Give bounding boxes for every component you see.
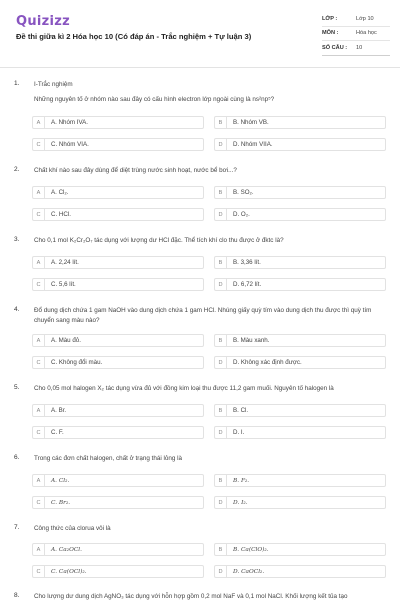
meta-row-subject bbox=[322, 27, 390, 42]
meta-label: SỐ CÂU : bbox=[322, 44, 348, 51]
option-a[interactable] bbox=[32, 474, 204, 487]
option-letter: A bbox=[33, 404, 45, 417]
question-number: 3. bbox=[14, 236, 20, 243]
meta-value: 10 bbox=[356, 44, 363, 51]
question-text: Cho 0,1 mol K₂Cr₂O₇ tác dụng với lượng dư HCl đặc. Thể tích khí clo thu được ở đktc là? bbox=[34, 237, 284, 244]
option-letter: B bbox=[215, 116, 227, 129]
option-d[interactable] bbox=[214, 356, 386, 369]
option-letter: C bbox=[33, 565, 45, 578]
option-a[interactable] bbox=[32, 404, 204, 417]
option-text: C. F. bbox=[51, 429, 64, 436]
question-number: 8. bbox=[14, 592, 20, 599]
option-text: D. I₂. bbox=[233, 499, 248, 506]
option-text: A. Nhóm IVA. bbox=[51, 119, 89, 126]
option-text: D. O₂. bbox=[233, 211, 250, 218]
option-b[interactable] bbox=[214, 404, 386, 417]
option-letter: D bbox=[215, 138, 227, 151]
option-letter: C bbox=[33, 496, 45, 509]
option-text: B. SO₂. bbox=[233, 189, 254, 196]
option-letter: C bbox=[33, 356, 45, 369]
option-text: B. Màu xanh. bbox=[233, 337, 270, 344]
question-number: 2. bbox=[14, 166, 20, 173]
option-letter: D bbox=[215, 496, 227, 509]
option-text: C. Nhóm VIA. bbox=[51, 141, 89, 148]
option-text: D. I. bbox=[233, 429, 245, 436]
option-text: A. Ca₂OCl. bbox=[51, 546, 82, 553]
question-text: Cho lượng dư dung dịch AgNO₃ tác dụng với hỗn hợp gồm 0,2 mol NaF và 0,1 mol NaCl. Khối lượng kết tủa tạo bbox=[34, 593, 348, 600]
question-text: Chất khí nào sau đây dùng để diệt trùng nước sinh hoạt, nước bể bơi...? bbox=[34, 167, 237, 174]
option-letter: A bbox=[33, 256, 45, 269]
option-letter: A bbox=[33, 474, 45, 487]
option-letter: A bbox=[33, 543, 45, 556]
option-b[interactable] bbox=[214, 543, 386, 556]
option-a[interactable] bbox=[32, 256, 204, 269]
question-text: Cho 0,05 mol halogen X₂ tác dụng vừa đủ với đồng kim loại thu được 11,2 gam muối. Nguyên tố halogen là bbox=[34, 385, 334, 392]
option-text: C. Ca(OCl)₂. bbox=[51, 568, 87, 575]
option-a[interactable] bbox=[32, 116, 204, 129]
worksheet-header bbox=[0, 0, 400, 68]
option-letter: B bbox=[215, 186, 227, 199]
option-letter: B bbox=[215, 404, 227, 417]
option-letter: D bbox=[215, 356, 227, 369]
option-text: A. Màu đỏ. bbox=[51, 337, 81, 344]
option-c[interactable] bbox=[32, 208, 204, 221]
question-text: Trong các đơn chất halogen, chất ở trạng thái lỏng là bbox=[34, 455, 183, 462]
option-letter: D bbox=[215, 426, 227, 439]
option-letter: C bbox=[33, 426, 45, 439]
option-c[interactable] bbox=[32, 496, 204, 509]
option-text: C. 5,6 lít. bbox=[51, 281, 76, 288]
meta-row-count bbox=[322, 41, 390, 56]
option-letter: D bbox=[215, 278, 227, 291]
option-b[interactable] bbox=[214, 116, 386, 129]
option-letter: A bbox=[33, 186, 45, 199]
option-text: D. Nhóm VIIA. bbox=[233, 141, 273, 148]
option-d[interactable] bbox=[214, 208, 386, 221]
option-a[interactable] bbox=[32, 186, 204, 199]
option-c[interactable] bbox=[32, 278, 204, 291]
option-text: A. Cl₂. bbox=[51, 477, 70, 484]
question-number: 6. bbox=[14, 454, 20, 461]
meta-row-class bbox=[322, 12, 390, 27]
option-a[interactable] bbox=[32, 334, 204, 347]
option-letter: C bbox=[33, 138, 45, 151]
question-text: I-Trắc nghiệm bbox=[34, 81, 73, 88]
option-letter: D bbox=[215, 208, 227, 221]
option-text: D. 6,72 lít. bbox=[233, 281, 262, 288]
option-c[interactable] bbox=[32, 426, 204, 439]
option-d[interactable] bbox=[214, 565, 386, 578]
option-text: C. Không đổi màu. bbox=[51, 359, 103, 366]
option-letter: C bbox=[33, 278, 45, 291]
quizizz-logo: Quizizz bbox=[16, 14, 71, 29]
meta-value: Hóa học bbox=[356, 30, 377, 37]
option-text: A. Cl₂. bbox=[51, 189, 69, 196]
option-c[interactable] bbox=[32, 565, 204, 578]
option-text: D. Không xác định được. bbox=[233, 359, 302, 366]
option-text: C. HCl. bbox=[51, 211, 71, 218]
option-text: A. 2,24 lít. bbox=[51, 259, 79, 266]
option-c[interactable] bbox=[32, 356, 204, 369]
question-number: 5. bbox=[14, 384, 20, 391]
option-a[interactable] bbox=[32, 543, 204, 556]
worksheet-title: Đề thi giữa kì 2 Hóa học 10 (Có đáp án - Trắc nghiệm + Tự luận 3) bbox=[16, 32, 252, 41]
option-letter: C bbox=[33, 208, 45, 221]
option-letter: B bbox=[215, 334, 227, 347]
option-text: A. Br. bbox=[51, 407, 67, 414]
header-divider bbox=[0, 67, 400, 68]
option-text: C. Br₂. bbox=[51, 499, 71, 506]
option-d[interactable] bbox=[214, 138, 386, 151]
option-text: D. CaOCl₂. bbox=[233, 568, 265, 575]
question-text: Đổ dung dịch chứa 1 gam NaOH vào dung dịch chứa 1 gam HCl. Nhúng giấy quỳ tím vào dung dịch thu được thì quỳ tím chuyển sang màu nào? bbox=[34, 307, 372, 324]
option-b[interactable] bbox=[214, 256, 386, 269]
option-letter: A bbox=[33, 116, 45, 129]
option-d[interactable] bbox=[214, 496, 386, 509]
meta-label: MÔN : bbox=[322, 30, 339, 37]
option-d[interactable] bbox=[214, 426, 386, 439]
question-text: Công thức của clorua vôi là bbox=[34, 525, 111, 532]
option-b[interactable] bbox=[214, 186, 386, 199]
question-subtext: Những nguyên tố ở nhóm nào sau đây có cấu hình electron lớp ngoài cùng là ns²np⁵? bbox=[34, 96, 275, 103]
meta-label: LỚP : bbox=[322, 15, 338, 22]
option-letter: A bbox=[33, 334, 45, 347]
meta-value: Lớp 10 bbox=[356, 15, 374, 22]
option-d[interactable] bbox=[214, 278, 386, 291]
question-number: 1. bbox=[14, 80, 20, 87]
option-b[interactable] bbox=[214, 474, 386, 487]
option-text: B. F₂. bbox=[233, 477, 250, 484]
option-text: B. Ca(ClO)₂. bbox=[233, 546, 269, 553]
question-number: 4. bbox=[14, 306, 20, 313]
option-c[interactable] bbox=[32, 138, 204, 151]
option-text: B. 3,36 lít. bbox=[233, 259, 261, 266]
option-letter: B bbox=[215, 474, 227, 487]
option-letter: D bbox=[215, 565, 227, 578]
option-letter: B bbox=[215, 543, 227, 556]
option-b[interactable] bbox=[214, 334, 386, 347]
question-number: 7. bbox=[14, 524, 20, 531]
option-text: B. Nhóm VB. bbox=[233, 119, 269, 126]
worksheet-meta bbox=[322, 12, 390, 56]
option-letter: B bbox=[215, 256, 227, 269]
option-text: B. Cl. bbox=[233, 407, 249, 414]
